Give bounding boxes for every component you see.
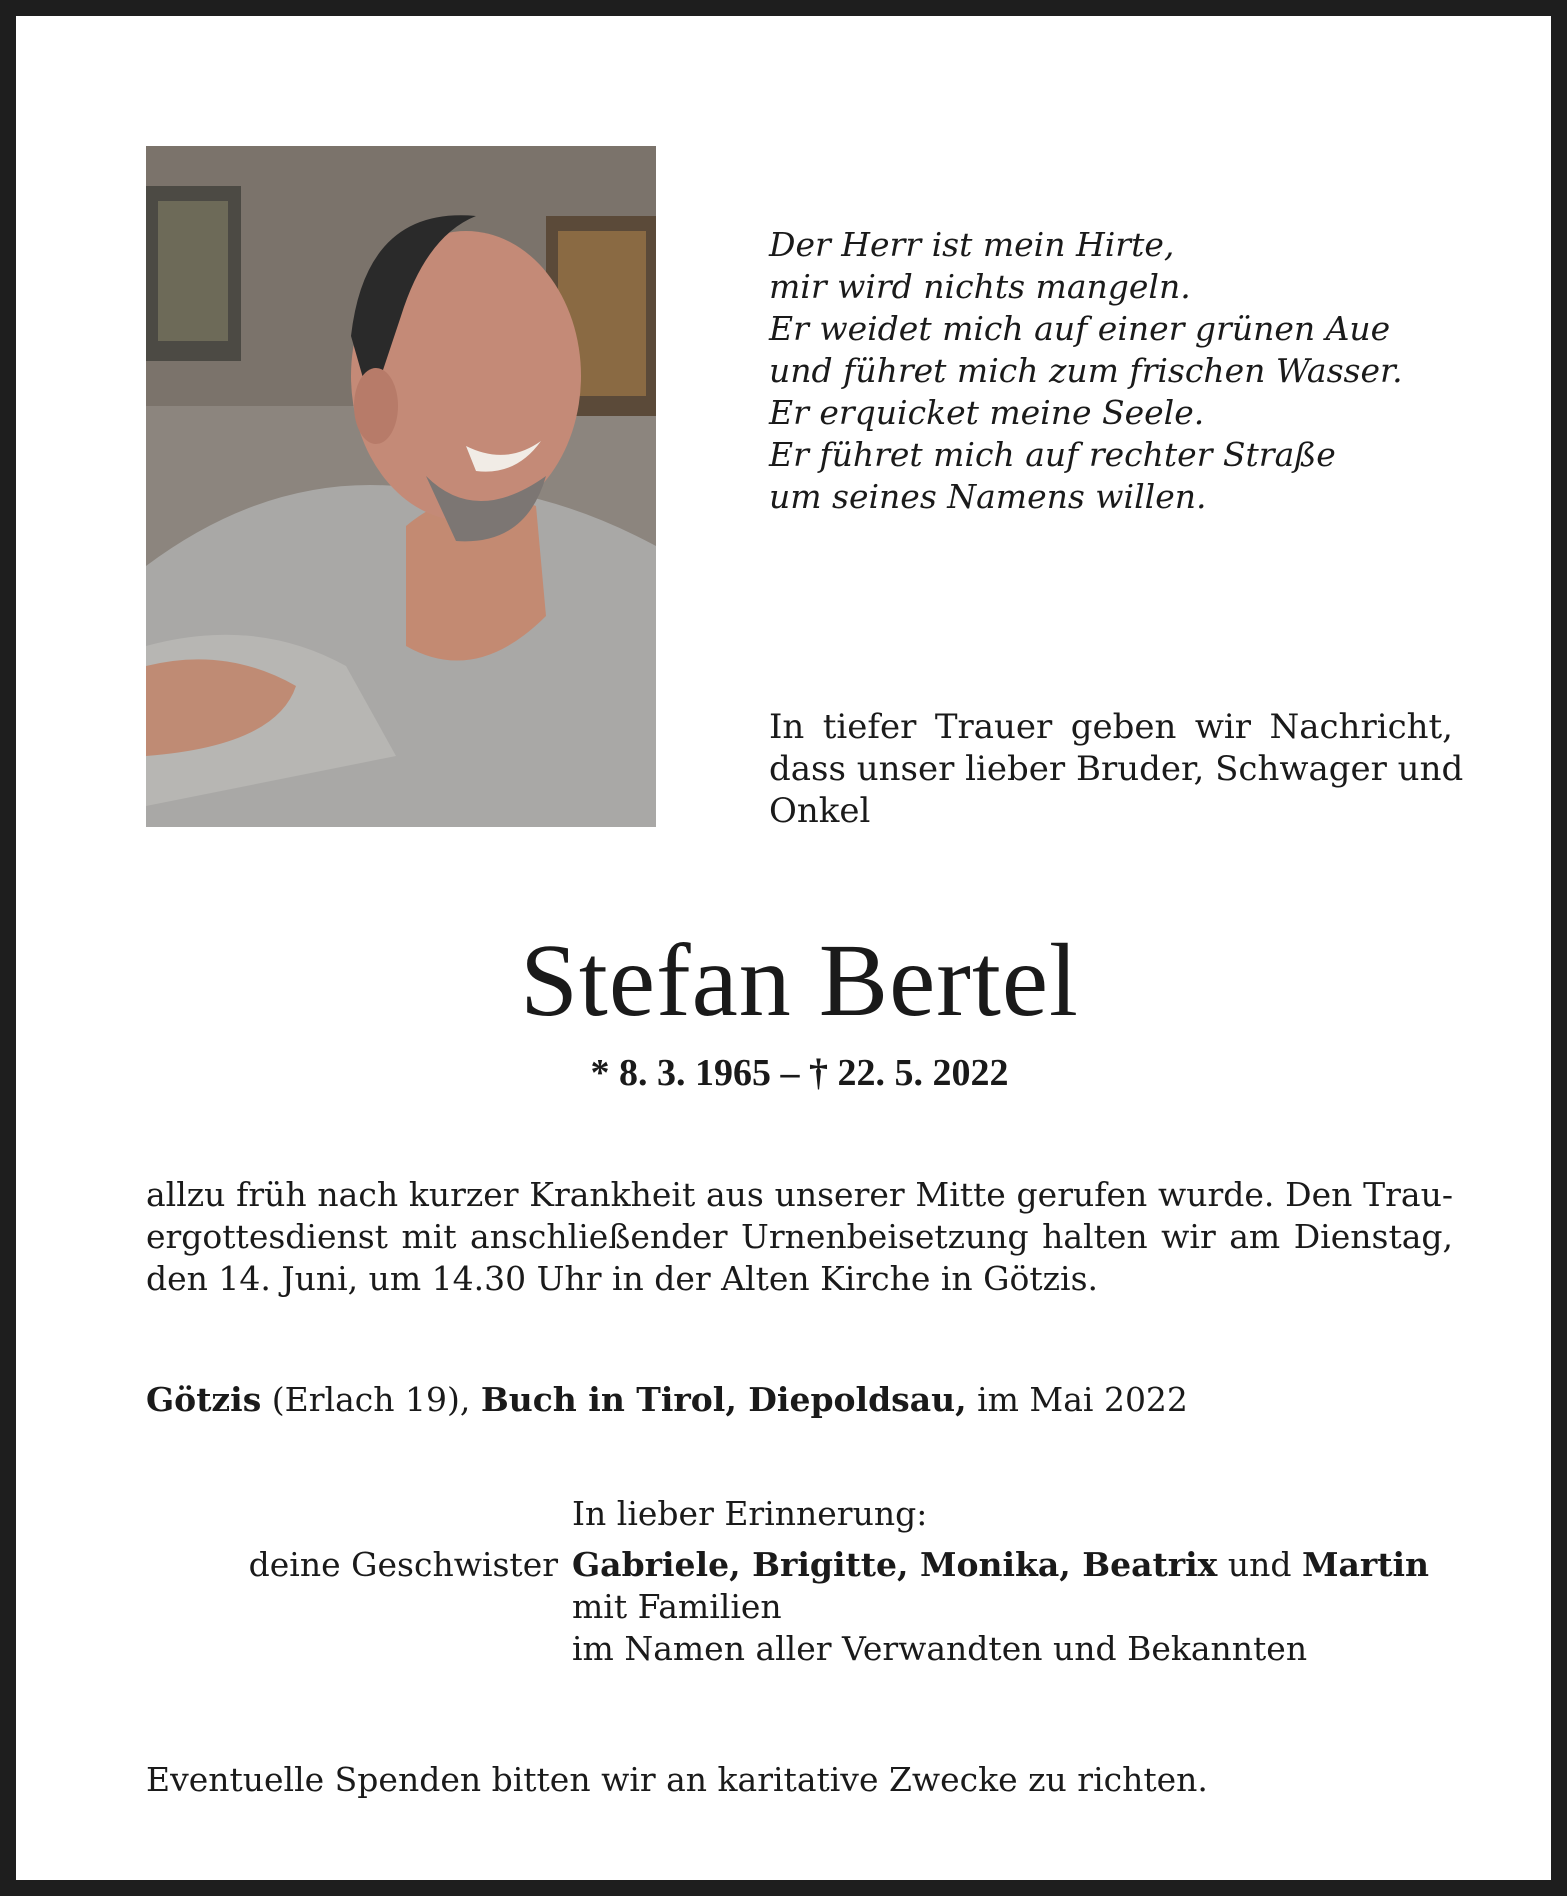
life-dates: * 8. 3. 1965 – † 22. 5. 2022 xyxy=(590,1052,1009,1094)
signature-families: mit Familien xyxy=(572,1587,782,1626)
deceased-name: Stefan Bertel xyxy=(520,923,1079,1038)
intro-line: dass unser lieber Bruder, Schwager und xyxy=(769,749,1464,789)
body-line: den 14. Juni, um 14.30 Uhr in der Alten Kirche in Götzis. xyxy=(146,1259,1098,1298)
intro-line: Onkel xyxy=(769,791,871,831)
service-details xyxy=(146,1174,1453,1300)
psalm-line: mir wird nichts mangeln. xyxy=(769,267,1191,306)
signature-label: deine Geschwister xyxy=(248,1545,558,1584)
psalm-line: um seines Namens willen. xyxy=(769,477,1207,516)
place-town: Götzis xyxy=(146,1380,262,1419)
psalm-line: Er erquicket meine Seele. xyxy=(769,393,1205,432)
psalm-line: und führet mich zum frischen Wasser. xyxy=(769,351,1403,390)
signature-heading: In lieber Erinnerung: xyxy=(572,1494,928,1533)
siblings-und: und xyxy=(1217,1545,1302,1584)
portrait-photo xyxy=(146,146,656,827)
psalm-line: Der Herr ist mein Hirte, xyxy=(769,225,1175,264)
donation-note: Eventuelle Spenden bitten wir an karitative Zwecke zu richten. xyxy=(146,1760,1208,1799)
signature-relatives: im Namen aller Verwandten und Bekannten xyxy=(572,1629,1308,1668)
signature-siblings-line xyxy=(572,1544,1429,1586)
portrait-illustration xyxy=(146,146,656,827)
place-date: im Mai 2022 xyxy=(966,1380,1188,1419)
place-date-line xyxy=(146,1379,1453,1421)
place-address: (Erlach 19), xyxy=(261,1380,481,1419)
body-line: allzu früh nach kurzer Krankheit aus unserer Mitte gerufen wurde. Den Trau- xyxy=(146,1175,1453,1214)
psalm-quote xyxy=(769,224,1489,518)
signature-names xyxy=(572,1544,1429,1670)
intro-line: In tiefer Trauer geben wir Nachricht, xyxy=(769,707,1453,747)
siblings-last: Martin xyxy=(1301,1545,1430,1584)
psalm-line: Er weidet mich auf einer grünen Aue xyxy=(769,309,1391,348)
psalm-line: Er führet mich auf rechter Straße xyxy=(769,435,1336,474)
body-line: ergottesdienst mit anschließender Urnenbeisetzung halten wir am Dienstag, xyxy=(146,1217,1453,1256)
siblings-names: Gabriele, Brigitte, Monika, Beatrix xyxy=(572,1545,1218,1584)
place-others: Buch in Tirol, Diepoldsau, xyxy=(480,1380,967,1419)
announcement-intro xyxy=(769,706,1464,832)
